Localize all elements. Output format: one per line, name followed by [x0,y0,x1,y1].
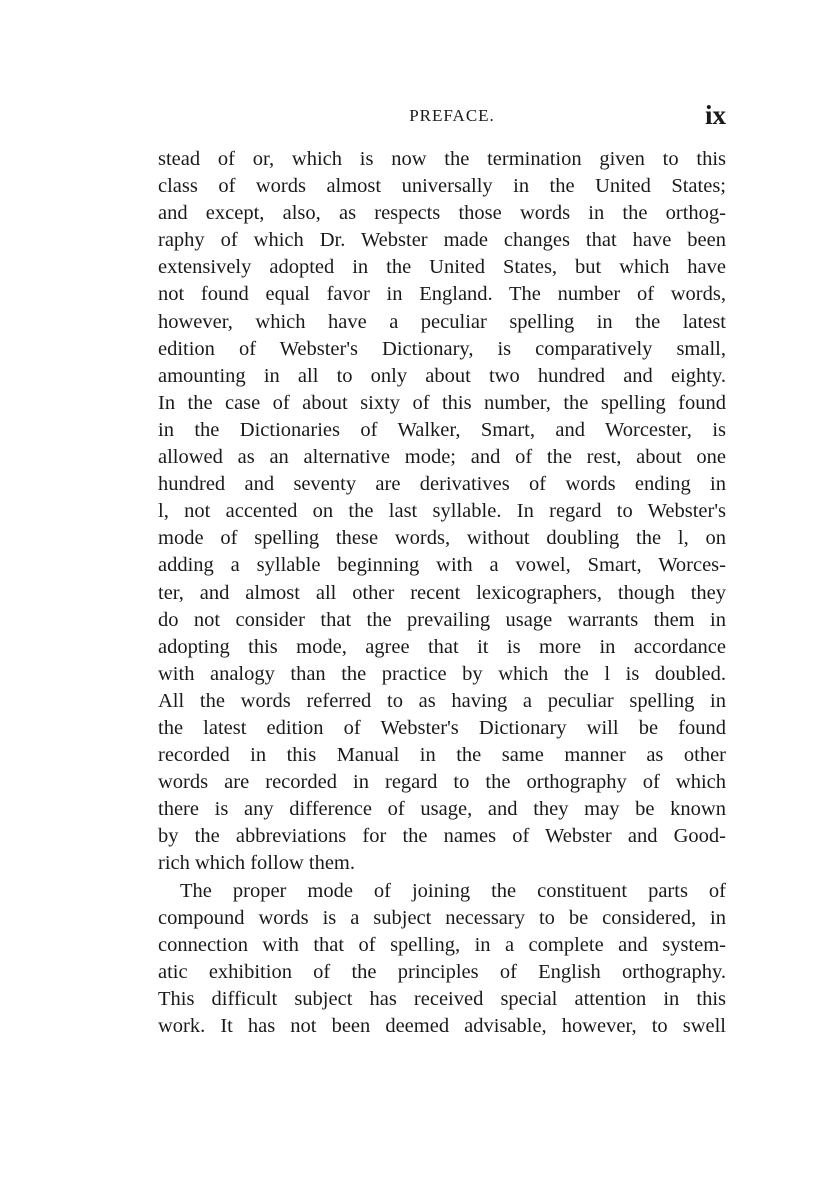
text-line: rich which follow them. [158,852,355,875]
text-line: words are recorded in regard to the orthography of which [158,771,726,794]
text-line: This difficult subject has received special attention in this [158,987,726,1010]
text-line: In the case of about sixty of this number, the spelling found [158,391,726,414]
text-line: in the Dictionaries of Walker, Smart, and Worcester, is [158,418,726,441]
text-line: by the abbreviations for the names of Webster and Good- [158,825,726,848]
paragraph-first-line: The proper mode of joining the constituent parts of [180,879,726,902]
text-line: hundred and seventy are derivatives of words ending in [158,473,726,496]
text-line: ter, and almost all other recent lexicographers, though they [158,581,726,604]
text-line: l, not accented on the last syllable. In regard to Webster's [158,500,726,523]
text-line: raphy of which Dr. Webster made changes that have been [158,229,726,252]
text-line: work. It has not been deemed advisable, however, to swell [158,1015,726,1037]
text-line: atic exhibition of the principles of English orthography. [158,960,726,983]
text-line: recorded in this Manual in the same manner as other [158,744,726,767]
text-line: do not consider that the prevailing usage warrants them in [158,608,726,631]
text-line: class of words almost universally in the United States; [158,175,726,198]
body-text [158,146,726,1040]
text-line: and except, also, as respects those words in the orthog- [158,202,726,225]
text-line: allowed as an alternative mode; and of the rest, about one [158,446,726,469]
text-line: not found equal favor in England. The number of words, [158,283,726,306]
text-line: extensively adopted in the United States, but which have [158,256,726,279]
text-line: adopting this mode, agree that it is more in accordance [158,635,726,658]
text-line: there is any difference of usage, and they may be known [158,798,726,821]
text-line: the latest edition of Webster's Dictionary will be found [158,716,726,739]
text-line: however, which have a peculiar spelling in the latest [158,310,726,333]
page-number: ix [704,100,726,130]
text-line: connection with that of spelling, in a complete and system- [158,933,726,956]
page-header [158,100,726,132]
text-line: compound words is a subject necessary to be considered, in [158,906,726,929]
running-title: PREFACE. [409,106,495,125]
text-line: amounting in all to only about two hundred and eighty. [158,364,726,387]
text-line: with analogy than the practice by which the l is doubled. [158,662,726,685]
text-line: mode of spelling these words, without doubling the l, on [158,527,726,550]
text-line: stead of or, which is now the termination given to this [158,148,726,170]
text-line: edition of Webster's Dictionary, is comparatively small, [158,337,726,360]
text-line: All the words referred to as having a peculiar spelling in [158,689,726,712]
text-line: adding a syllable beginning with a vowel, Smart, Worces- [158,554,726,577]
